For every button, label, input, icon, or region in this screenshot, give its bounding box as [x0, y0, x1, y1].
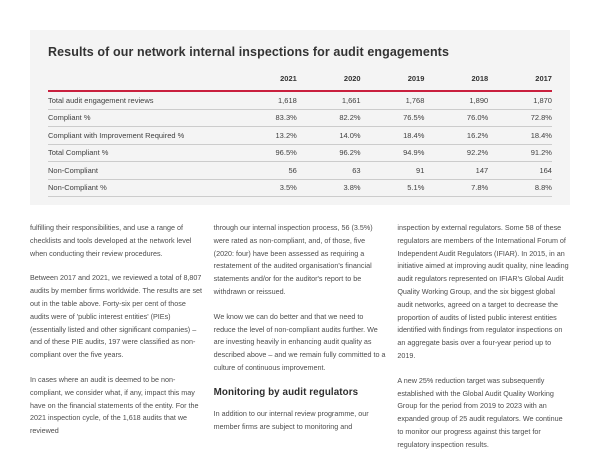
inspection-results-card: [30, 30, 570, 205]
column-middle: [214, 222, 387, 464]
paragraph: We know we can do better and that we need to reduce the level of non-compliant audits further. We are investing heavily in enhancing audit quality as described above – and we remain fully committed to a culture of continuous improvement.: [213, 311, 386, 372]
cell: 91.2%: [530, 148, 552, 158]
year-header: 2018: [471, 74, 489, 83]
year-header: 2019: [407, 74, 425, 83]
paragraph: fulfilling their responsibilities, and use a range of checklists and tools developed at the network level when conducting their review procedures.: [30, 223, 192, 258]
paragraph: In addition to our internal review programme, our member firms are subject to monitoring and: [213, 408, 369, 431]
cell: 5.1%: [407, 183, 425, 193]
paragraph: inspection by external regulators. Some 58 of these regulators are members of the International Forum of Independent Audit Regulators (IFIAR). In 2015, in an initiative aimed at improving audit quality, nine leading audit regulators represented on IFIAR's Global Audit Quality Working Group, and the six biggest global audit networks, agreed on a target to decrease the proportion of audits of listed public interest entities identified with findings from regulator inspections on an aggregate basis over a four-year period up to 2019.: [397, 223, 569, 360]
cell: 18.4%: [403, 130, 425, 140]
paragraph: through our internal inspection process, 56 (3.5%) were rated as non-compliant, and, of those, five (2020: four) have been assessed as requiring a restatement of the audited organisation's financial statements and/or for the auditor's report to be withdrawn or reissued.: [213, 223, 373, 296]
section-heading: Monitoring by audit regulators: [213, 386, 359, 398]
cell: 147: [475, 165, 489, 175]
cell: 8.8%: [534, 183, 552, 193]
row-label: Total Compliant %: [48, 148, 109, 158]
cell: 56: [288, 165, 297, 175]
year-header: 2020: [343, 74, 361, 83]
row-label: Non-Compliant %: [48, 183, 107, 193]
cell: 96.5%: [275, 148, 297, 158]
cell: 91: [416, 165, 425, 175]
cell: 164: [539, 165, 552, 175]
cell: 72.8%: [530, 113, 552, 123]
cell: 83.3%: [275, 113, 297, 123]
table-header-row: [48, 74, 552, 90]
cell: 96.2%: [339, 148, 361, 158]
row-label: Compliant %: [48, 113, 91, 123]
row-label: Compliant with Improvement Required %: [48, 130, 185, 140]
cell: 3.5%: [279, 183, 297, 193]
table-row: [48, 145, 552, 163]
paragraph: A new 25% reduction target was subsequently established with the Global Audit Quality Working Group for the period from 2019 to 2023 with an expanded group of 25 audit regulators. We continue to monitor our progress against this target for regulatory inspection results.: [397, 375, 563, 449]
cell: 82.2%: [339, 113, 361, 123]
table-row: [48, 162, 552, 180]
column-left: [30, 222, 203, 464]
body-columns: [30, 222, 570, 464]
table-row: [48, 110, 552, 128]
row-label: Non-Compliant: [48, 165, 99, 175]
cell: 76.5%: [403, 113, 425, 123]
table-row: [48, 127, 552, 145]
paragraph: In cases where an audit is deemed to be non-compliant, we consider what, if any, impact this may have on the financial statements of the entity. For the 2021 inspection cycle, of the 1,618 audits that we reviewed: [30, 374, 199, 436]
cell: 7.8%: [471, 183, 489, 193]
cell: 1,618: [278, 95, 297, 105]
cell: 14.0%: [339, 130, 361, 140]
column-right: [397, 222, 570, 464]
year-header: 2017: [535, 74, 552, 83]
cell: 18.4%: [530, 130, 552, 140]
table-row: [48, 92, 552, 110]
paragraph: Between 2017 and 2021, we reviewed a total of 8,807 audits by member firms worldwide. The results are set out in the table above. Forty-six per cent of those audits were of 'public interest entities' (PIEs) (essentially listed and other significant companies) – and of these PIE audits, 197 were classified as non-compliant over the five years.: [30, 273, 203, 360]
cell: 1,870: [533, 95, 552, 105]
row-label: Total audit engagement reviews: [48, 95, 154, 105]
cell: 3.8%: [343, 183, 361, 193]
cell: 1,890: [469, 95, 489, 105]
cell: 1,661: [341, 95, 361, 105]
table-title: Results of our network internal inspections for audit engagements: [48, 45, 450, 59]
cell: 16.2%: [466, 130, 489, 140]
cell: 92.2%: [466, 148, 489, 158]
cell: 94.9%: [403, 148, 425, 158]
year-header: 2021: [280, 74, 297, 83]
cell: 1,768: [405, 95, 425, 105]
table-row: [48, 180, 552, 198]
cell: 13.2%: [275, 130, 297, 140]
cell: 76.0%: [466, 113, 489, 123]
cell: 63: [352, 165, 361, 175]
